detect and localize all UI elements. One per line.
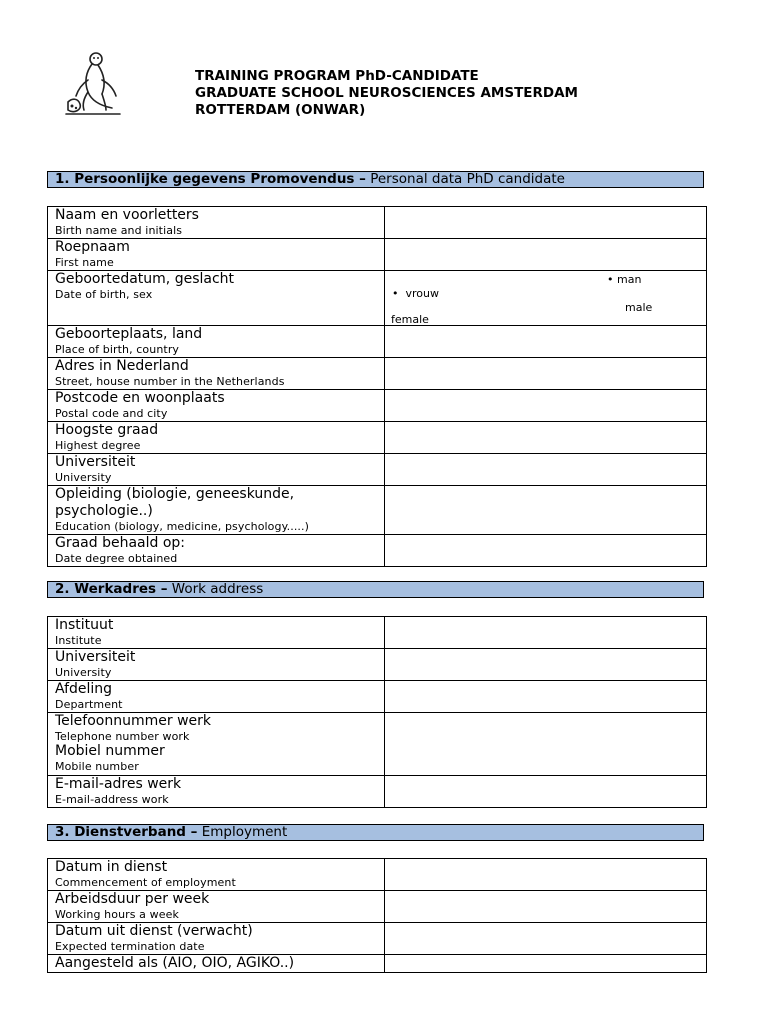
table-row bbox=[48, 681, 707, 713]
table-row bbox=[48, 271, 707, 326]
option-label: vrouw bbox=[405, 287, 439, 300]
work-university-input[interactable] bbox=[385, 649, 707, 681]
table-row bbox=[48, 486, 707, 535]
table-row bbox=[48, 358, 707, 390]
table-row bbox=[48, 454, 707, 486]
place-of-birth-input[interactable] bbox=[385, 326, 707, 358]
section-title-rest: Work address bbox=[167, 581, 264, 597]
field-label-en: Date degree obtained bbox=[55, 552, 178, 565]
table-row bbox=[48, 617, 707, 649]
section-title-bold: 2. Werkadres – bbox=[55, 581, 168, 597]
employment-table bbox=[47, 858, 707, 973]
birth-name-input[interactable] bbox=[385, 207, 707, 239]
field-label-nl: Graad behaald op: bbox=[55, 535, 186, 551]
field-label-en: Department bbox=[55, 698, 123, 711]
table-row bbox=[48, 923, 707, 955]
section-title-rest: Employment bbox=[197, 824, 288, 840]
sex-option-vrouw[interactable]: • vrouw bbox=[392, 287, 439, 300]
section-employment-heading bbox=[47, 824, 704, 841]
field-label-nl: Geboortedatum, geslacht bbox=[55, 271, 235, 287]
field-label-nl: E-mail-adres werk bbox=[55, 776, 182, 792]
field-label-nl: Afdeling bbox=[55, 681, 113, 697]
table-row bbox=[48, 649, 707, 681]
address-input[interactable] bbox=[385, 358, 707, 390]
work-address-table bbox=[47, 616, 707, 808]
field-label-en: First name bbox=[55, 256, 114, 269]
telephone-input[interactable] bbox=[385, 713, 707, 776]
date-of-birth-sex-input[interactable] bbox=[385, 271, 707, 326]
field-label-nl: Opleiding (biologie, geneeskunde, psychologie..) bbox=[55, 486, 295, 519]
table-row bbox=[48, 326, 707, 358]
termination-date-input[interactable] bbox=[385, 923, 707, 955]
field-label-nl: Datum in dienst bbox=[55, 859, 168, 875]
highest-degree-input[interactable] bbox=[385, 422, 707, 454]
first-name-input[interactable] bbox=[385, 239, 707, 271]
sex-option-man[interactable]: • man bbox=[607, 273, 642, 286]
section-work-address-heading bbox=[47, 581, 704, 598]
field-label-en: Birth name and initials bbox=[55, 224, 183, 237]
degree-date-input[interactable] bbox=[385, 535, 707, 567]
section-personal-data-heading bbox=[47, 171, 704, 188]
field-label-en: Postal code and city bbox=[55, 407, 168, 420]
field-label-en: Telephone number work bbox=[55, 730, 190, 743]
table-row bbox=[48, 390, 707, 422]
monkey-logo-icon bbox=[62, 50, 124, 116]
field-label-nl: Instituut bbox=[55, 617, 114, 633]
field-label-nl: Geboorteplaats, land bbox=[55, 326, 203, 342]
appointed-as-input[interactable] bbox=[385, 955, 707, 973]
sex-option-female-label: female bbox=[391, 313, 429, 326]
institute-input[interactable] bbox=[385, 617, 707, 649]
field-label-en: Education (biology, medicine, psychology.....) bbox=[55, 520, 310, 533]
table-row bbox=[48, 207, 707, 239]
table-row bbox=[48, 859, 707, 891]
field-label-nl: Mobiel nummer bbox=[55, 743, 165, 759]
field-label-en: Highest degree bbox=[55, 439, 141, 452]
field-label-en: Institute bbox=[55, 634, 102, 647]
field-label-nl: Telefoonnummer werk bbox=[55, 713, 211, 729]
field-label-en: University bbox=[55, 471, 112, 484]
table-row bbox=[48, 713, 707, 776]
field-label-en: Expected termination date bbox=[55, 940, 205, 953]
commencement-input[interactable] bbox=[385, 859, 707, 891]
field-label-nl: Arbeidsduur per week bbox=[55, 891, 210, 907]
field-label-nl: Naam en voorletters bbox=[55, 207, 199, 223]
field-label-en: Commencement of employment bbox=[55, 876, 236, 889]
department-input[interactable] bbox=[385, 681, 707, 713]
field-label-en: Date of birth, sex bbox=[55, 288, 153, 301]
section-title-bold: 1. Persoonlijke gegevens Promovendus – bbox=[55, 171, 366, 187]
working-hours-input[interactable] bbox=[385, 891, 707, 923]
section-title-bold: 3. Dienstverband – bbox=[55, 824, 198, 840]
field-label-nl: Postcode en woonplaats bbox=[55, 390, 225, 406]
education-input[interactable] bbox=[385, 486, 707, 535]
sex-option-male-label: male bbox=[625, 301, 653, 314]
field-label-en: E-mail-address work bbox=[55, 793, 169, 806]
personal-data-table bbox=[47, 206, 707, 567]
section-title-rest: Personal data PhD candidate bbox=[365, 171, 565, 187]
field-label-en: Working hours a week bbox=[55, 908, 179, 921]
field-label-nl: Universiteit bbox=[55, 454, 136, 470]
table-row bbox=[48, 535, 707, 567]
header-title-line1: TRAINING PROGRAM PhD-CANDIDATE bbox=[195, 68, 479, 84]
university-input[interactable] bbox=[385, 454, 707, 486]
table-row bbox=[48, 776, 707, 808]
table-row bbox=[48, 239, 707, 271]
document-header bbox=[195, 68, 578, 119]
field-label-nl: Hoogste graad bbox=[55, 422, 159, 438]
field-label-nl: Datum uit dienst (verwacht) bbox=[55, 923, 253, 939]
field-label-en: Mobile number bbox=[55, 760, 139, 773]
table-row bbox=[48, 422, 707, 454]
field-label-en: University bbox=[55, 666, 112, 679]
field-label-en: Street, house number in the Netherlands bbox=[55, 375, 285, 388]
postal-code-city-input[interactable] bbox=[385, 390, 707, 422]
table-row bbox=[48, 955, 707, 973]
field-label-nl: Roepnaam bbox=[55, 239, 130, 255]
field-label-en: Place of birth, country bbox=[55, 343, 180, 356]
option-label: man bbox=[617, 273, 642, 286]
email-input[interactable] bbox=[385, 776, 707, 808]
header-title-line3: ROTTERDAM (ONWAR) bbox=[195, 102, 366, 118]
table-row bbox=[48, 891, 707, 923]
field-label-nl: Aangesteld als (AIO, OIO, AGIKO..) bbox=[55, 955, 295, 971]
field-label-nl: Universiteit bbox=[55, 649, 136, 665]
field-label-nl: Adres in Nederland bbox=[55, 358, 189, 374]
header-title-line2: GRADUATE SCHOOL NEUROSCIENCES AMSTERDAM bbox=[195, 85, 578, 101]
